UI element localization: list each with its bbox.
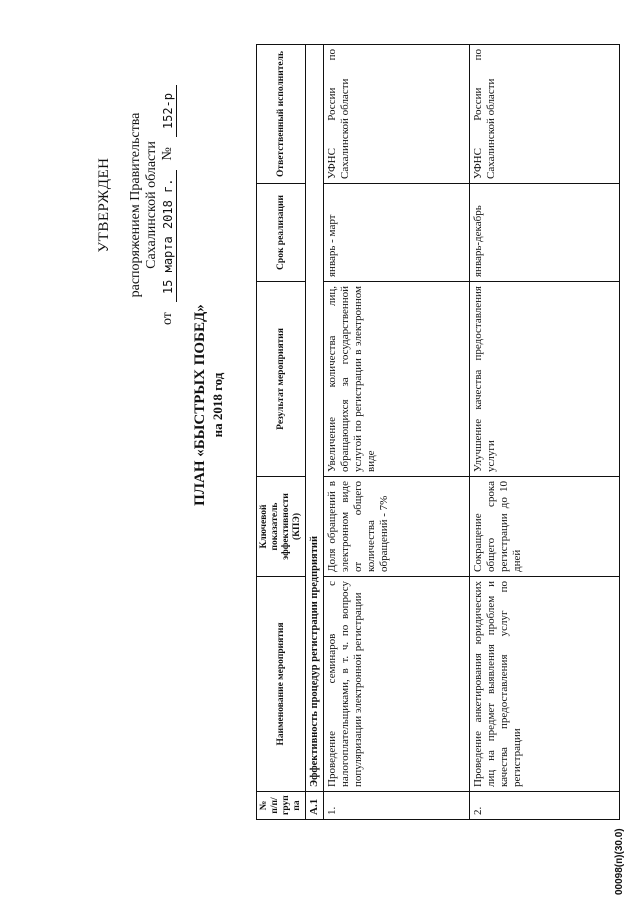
row-num: 2. <box>470 792 620 820</box>
section-code: А.1 <box>306 792 324 820</box>
header-kpi: Ключевой показатель эффективности (КПЭ) <box>257 477 306 577</box>
row-kpi: Доля обращений в электронном виде от общего количества обращений - 7% <box>324 477 470 577</box>
table-row <box>470 45 620 820</box>
table-row <box>324 45 470 820</box>
row-result: Увеличение количества лиц, обращающихся за государственной услугой по регистрации в электронном виде <box>324 282 470 477</box>
section-row <box>306 45 324 820</box>
plan-title-block <box>192 135 226 675</box>
table-header-row <box>257 45 306 820</box>
approval-date-line <box>160 45 177 365</box>
row-term: январь - март <box>324 184 470 282</box>
approval-title: УТВЕРЖДЕН <box>96 157 112 253</box>
row-executor: УФНС России по Сахалинской области <box>324 45 470 184</box>
approval-line-1: распоряжением Правительства <box>128 112 143 298</box>
row-executor: УФНС России по Сахалинской области <box>470 45 620 184</box>
header-result: Результат мероприятия <box>257 282 306 477</box>
section-title: Эффективность процедур регистрации предприятий <box>306 45 324 792</box>
number-label: № <box>160 147 175 161</box>
plan-table <box>256 44 620 820</box>
approval-number: 152-р <box>160 85 177 137</box>
approval-line-2: Сахалинской области <box>144 141 159 269</box>
from-label: от <box>160 312 175 326</box>
header-num: № п/п/ груп па <box>257 792 306 820</box>
approval-date: 15 марта 2018 г. <box>160 170 177 302</box>
plan-subtitle: на 2018 год <box>210 372 225 438</box>
footer-code: 00098(п)(30.0) <box>614 828 625 895</box>
approval-block <box>96 45 177 365</box>
row-name: Проведение анкетирования юридических лиц на предмет выявления проблем и качества предоставления услуг по регистрации <box>470 577 620 792</box>
plan-title: ПЛАН «БЫСТРЫХ ПОБЕД» <box>192 304 208 506</box>
row-result: Улучшение качества предоставления услуги <box>470 282 620 477</box>
row-name: Проведение семинаров с налогоплательщиками, в т. ч. по вопросу популяризации электронной регистрации <box>324 577 470 792</box>
row-num: 1. <box>324 792 470 820</box>
header-name: Наименование мероприятия <box>257 577 306 792</box>
row-kpi: Сокращение общего срока регистрации до 10 дней <box>470 477 620 577</box>
header-executor: Ответственный исполнитель <box>257 45 306 184</box>
row-term: январь-декабрь <box>470 184 620 282</box>
header-term: Срок реализации <box>257 184 306 282</box>
